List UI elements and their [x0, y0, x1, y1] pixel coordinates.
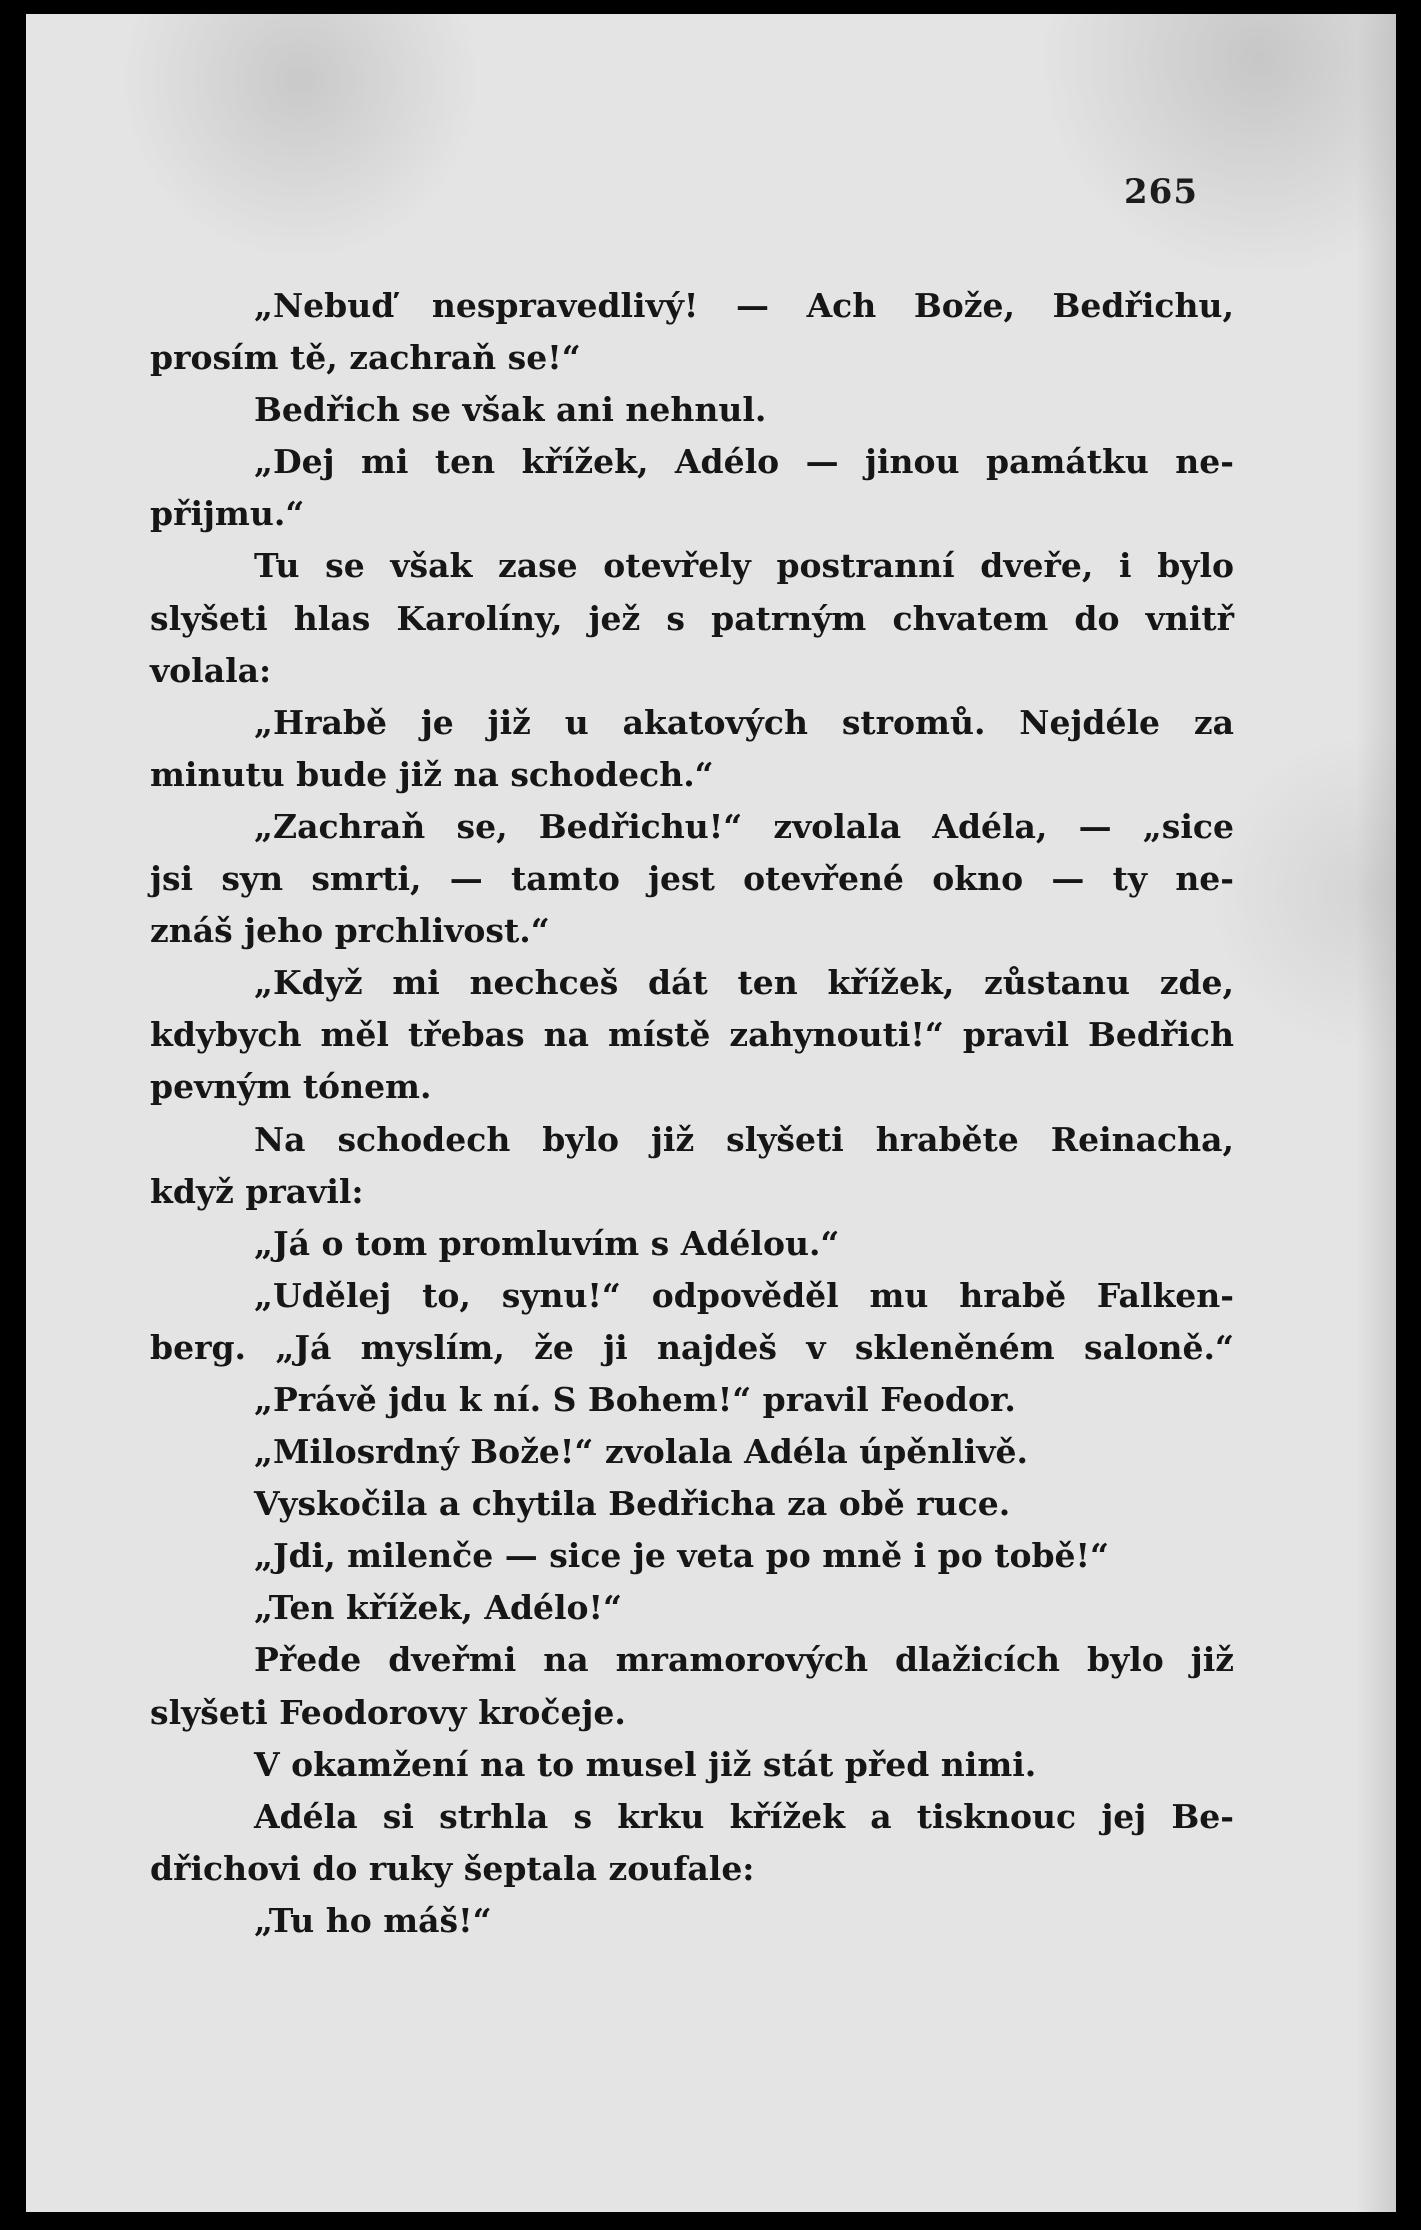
text-line: „Zachraň se, Bedřichu!“ zvolala Adéla, — „sice [254, 806, 1234, 846]
text-line: Tu se však zase otevřely postranní dveře, i bylo [254, 546, 1234, 586]
text-line: „Já o tom promluvím s Adélou.“ [254, 1223, 840, 1263]
text-line: když pravil: [150, 1171, 364, 1211]
text-line: slyšeti Feodorovy kročeje. [150, 1692, 626, 1732]
text-line: Na schodech bylo již slyšeti hraběte Reinacha, [254, 1119, 1234, 1159]
text-line: „Jdi, milenče — sice je veta po mně i po tobě!“ [254, 1536, 1109, 1576]
text-line: „Právě jdu k ní. S Bohem!“ pravil Feodor. [254, 1379, 1016, 1419]
text-line: „Milosrdný Bože!“ zvolala Adéla úpěnlivě. [254, 1432, 1029, 1472]
text-line: „Ten křížek, Adélo!“ [254, 1588, 623, 1628]
text-line: Adéla si strhla s krku křížek a tisknouc jej Be- [254, 1796, 1234, 1836]
text-line: berg. „Já myslím, že ji najdeš v skleněném saloně.“ [150, 1327, 1234, 1367]
text-line: Bedřich se však ani nehnul. [254, 390, 767, 430]
body-text [150, 280, 1234, 1947]
text-line: „Když mi nechceš dát ten křížek, zůstanu zde, [254, 963, 1234, 1003]
text-line: volala: [150, 650, 272, 690]
page-edge-shadow [1356, 14, 1396, 2212]
page-number: 265 [1124, 172, 1198, 212]
text-line: „Tu ho máš!“ [254, 1900, 492, 1940]
text-line: minutu bude již na schodech.“ [150, 754, 714, 794]
text-line: Vyskočila a chytila Bedřicha za obě ruce. [254, 1484, 1011, 1524]
book-page [26, 14, 1396, 2212]
text-line: „Dej mi ten křížek, Adélo — jinou památku ne- [254, 442, 1234, 482]
text-line: jsi syn smrti, — tamto jest otevřené okno — ty ne- [150, 859, 1234, 899]
text-line: znáš jeho prchlivost.“ [150, 911, 550, 951]
text-line: „Nebuď nespravedlivý! — Ach Bože, Bedřichu, [254, 286, 1234, 325]
text-line: přijmu.“ [150, 494, 305, 534]
text-line: pevným tónem. [150, 1067, 432, 1107]
text-line: „Hrabě je již u akatových stromů. Nejdéle za [254, 702, 1234, 742]
text-line: prosím tě, zachraň se!“ [150, 338, 581, 378]
text-line: Přede dveřmi na mramorových dlažicích bylo již [254, 1640, 1234, 1680]
text-line: kdybych měl třebas na místě zahynouti!“ pravil Bedřich [150, 1015, 1234, 1055]
text-line: „Udělej to, synu!“ odpověděl mu hrabě Falken- [254, 1275, 1234, 1315]
text-line: V okamžení na to musel již stát před nimi. [254, 1744, 1037, 1784]
text-line: slyšeti hlas Karolíny, jež s patrným chvatem do vnitř [150, 598, 1234, 638]
text-line: dřichovi do ruky šeptala zoufale: [150, 1848, 755, 1888]
